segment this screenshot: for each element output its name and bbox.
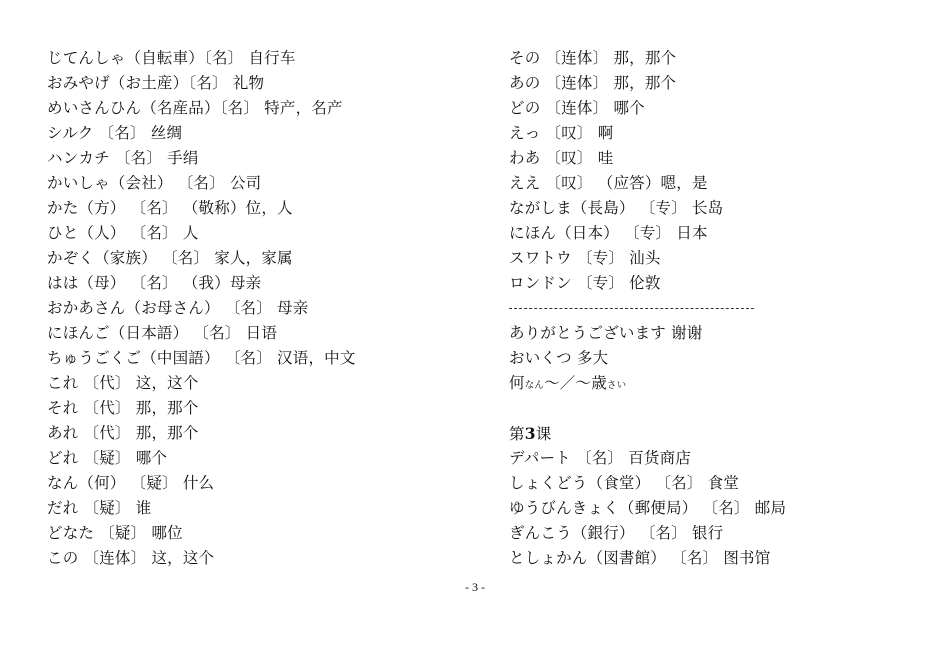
vocab-entry: めいさんひん（名産品）〔名〕 特产，名产: [47, 99, 343, 117]
age-kanji-sai: 歳: [591, 374, 607, 392]
vocab-entry: わあ 〔叹〕 哇: [509, 149, 614, 167]
age-middle: ～／～: [544, 374, 592, 392]
age-furigana-nan: なん: [524, 380, 545, 391]
vocab-entry: どれ 〔疑〕 哪个: [47, 449, 168, 467]
blank-line: [509, 396, 909, 421]
vocab-entry: じてんしゃ（自転車）〔名〕 自行车: [47, 49, 296, 67]
page-number: - 3 -: [465, 580, 485, 594]
vocab-entry: にほんご（日本語） 〔名〕 日语: [47, 324, 278, 342]
vocab-entry: かぞく（家族） 〔名〕 家人，家属: [47, 249, 293, 267]
dashed-divider: [509, 296, 909, 321]
phrase-entry: おいくつ 多大: [509, 349, 609, 367]
vocab-entry: ぎんこう（銀行） 〔名〕 银行: [509, 524, 724, 542]
vocab-entry: シルク 〔名〕 丝绸: [47, 124, 183, 142]
vocab-entry: ひと（人） 〔名〕 人: [47, 224, 199, 242]
vocab-entry: ロンドン 〔专〕 伦敦: [509, 274, 661, 292]
vocab-entry: えっ 〔叹〕 啊: [509, 124, 614, 142]
vocab-entry: かた（方） 〔名〕 （敬称）位，人: [47, 199, 293, 217]
phrase-entry: ありがとうございます 谢谢: [509, 324, 703, 342]
vocab-entry: おかあさん（お母さん） 〔名〕 母亲: [47, 299, 309, 317]
vocab-entry: ながしま（長島） 〔专〕 长岛: [509, 199, 724, 217]
vocab-entry: にほん（日本） 〔专〕 日本: [509, 224, 708, 242]
vocab-entry: これ 〔代〕 这，这个: [47, 374, 199, 392]
dashed-rule: [509, 308, 754, 309]
vocab-entry: なん（何） 〔疑〕 什么: [47, 474, 215, 492]
vocab-entry: どの 〔连体〕 哪个: [509, 99, 645, 117]
lesson-heading: [509, 421, 909, 446]
vocab-entry: どなた 〔疑〕 哪位: [47, 524, 183, 542]
vocab-entry: しょくどう（食堂） 〔名〕 食堂: [509, 474, 740, 492]
vocab-entry: ええ 〔叹〕 （应答）嗯，是: [509, 174, 708, 192]
vocab-entry: デパート 〔名〕 百货商店: [509, 449, 692, 467]
lesson-heading-prefix: 第: [509, 425, 525, 443]
vocab-entry: ちゅうごくご（中国語） 〔名〕 汉语，中文: [47, 349, 356, 367]
vocab-entry: その 〔连体〕 那，那个: [509, 49, 677, 67]
vocab-entry: それ 〔代〕 那，那个: [47, 399, 199, 417]
lesson-number: 3: [524, 424, 536, 443]
vocab-entry: ゆうびんきょく（郵便局） 〔名〕 邮局: [509, 499, 787, 517]
age-kanji-nan: 何: [509, 374, 525, 392]
left-vocabulary-column: [47, 46, 467, 571]
vocab-entry: スワトウ 〔专〕 汕头: [509, 249, 661, 267]
vocab-entry: ハンカチ 〔名〕 手绢: [47, 149, 199, 167]
right-vocabulary-column: [509, 46, 909, 571]
lesson-heading-suffix: 课: [535, 425, 552, 443]
vocab-entry: だれ 〔疑〕 谁: [47, 499, 152, 517]
vocab-entry: おみやげ（お土産）〔名〕 礼物: [47, 74, 265, 92]
vocab-entry: あれ 〔代〕 那，那个: [47, 424, 199, 442]
vocab-entry: かいしゃ（会社） 〔名〕 公司: [47, 174, 262, 192]
age-expression: [509, 371, 909, 396]
vocab-entry: はは（母） 〔名〕 （我）母亲: [47, 274, 262, 292]
vocab-entry: としょかん（図書館） 〔名〕 图书馆: [509, 549, 771, 567]
vocab-entry: この 〔连体〕 这，这个: [47, 549, 215, 567]
age-furigana-sai: さい: [606, 380, 627, 391]
vocab-entry: あの 〔连体〕 那，那个: [509, 74, 677, 92]
